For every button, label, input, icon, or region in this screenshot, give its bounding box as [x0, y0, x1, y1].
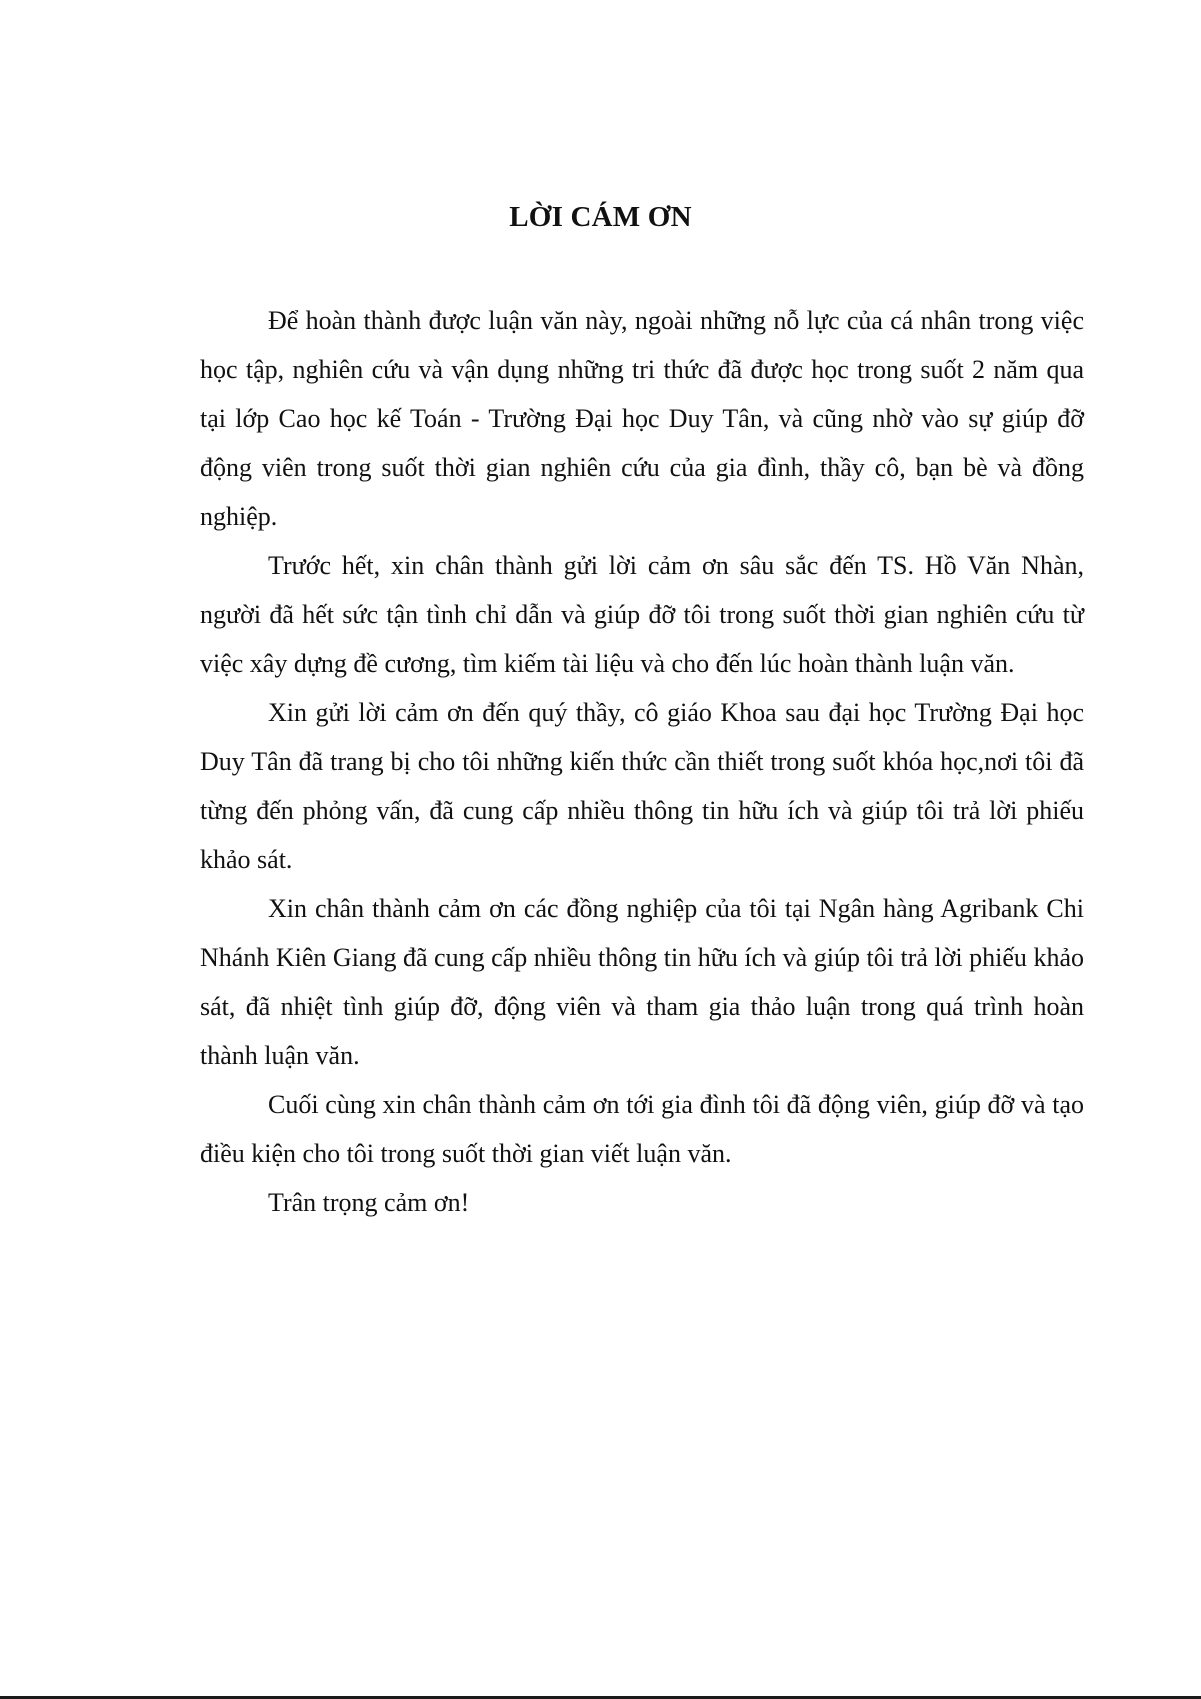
closing-line: Trân trọng cảm ơn! [268, 1188, 470, 1217]
paragraph-5: Cuối cùng xin chân thành cảm ơn tới gia đình tôi đã động viên, giúp đỡ và tạo điều kiện cho tôi trong suốt thời gian viết luận văn. [200, 1090, 1084, 1168]
paragraph-2: Trước hết, xin chân thành gửi lời cảm ơn sâu sắc đến TS. Hồ Văn Nhàn, người đã hết sức tận tình chỉ dẫn và giúp đỡ tôi trong suốt thời gian nghiên cứu từ việc xây dựng đề cương, tìm kiếm tài liệu và cho đến lúc hoàn thành luận văn. [200, 551, 1084, 678]
paragraph-4: Xin chân thành cảm ơn các đồng nghiệp của tôi tại Ngân hàng Agribank Chi Nhánh Kiên Giang đã cung cấp nhiều thông tin hữu ích và giúp tôi trả lời phiếu khảo sát, đã nhiệt tình giúp đỡ, động viên và tham gia thảo luận trong quá trình hoàn thành luận văn. [200, 894, 1084, 1070]
paragraph-1: Để hoàn thành được luận văn này, ngoài những nỗ lực của cá nhân trong việc học tập, nghiên cứu và vận dụng những tri thức đã được học trong suốt 2 năm qua tại lớp Cao học kế Toán - Trường Đại học Duy Tân, và cũng nhờ vào sự giúp đỡ động viên trong suốt thời gian nghiên cứu của gia đình, thầy cô, bạn bè và đồng nghiệp. [200, 306, 1084, 531]
paragraph-3: Xin gửi lời cảm ơn đến quý thầy, cô giáo Khoa sau đại học Trường Đại học Duy Tân đã trang bị cho tôi những kiến thức cần thiết trong suốt khóa học,nơi tôi đã từng đến phỏng vấn, đã cung cấp nhiều thông tin hữu ích và giúp tôi trả lời phiếu khảo sát. [200, 698, 1084, 874]
acknowledgement-body [200, 296, 1084, 1227]
page-title: LỜI CÁM ƠN [509, 201, 692, 233]
